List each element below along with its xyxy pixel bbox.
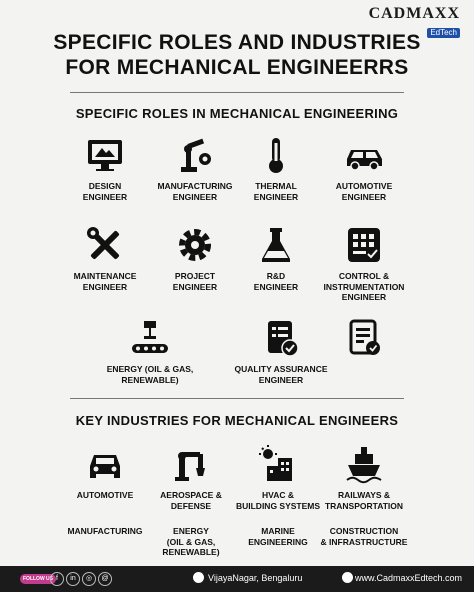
robot-arm-icon bbox=[175, 135, 215, 175]
industry-label: TRANSPORTATION bbox=[324, 500, 404, 511]
industry-label: (OIL & GAS, bbox=[166, 536, 216, 547]
checklist-icon bbox=[261, 318, 301, 358]
divider bbox=[70, 398, 404, 399]
industry-label: CONSTRUCTION bbox=[329, 526, 399, 536]
industry-label: ENGINEERING bbox=[248, 536, 308, 547]
ship-icon bbox=[344, 444, 384, 484]
role-label: ENERGY (OIL & GAS, bbox=[106, 364, 194, 374]
role-label: QUALITY ASSURANCE bbox=[234, 364, 328, 374]
instagram-icon[interactable]: ◎ bbox=[82, 572, 96, 586]
building-sun-icon bbox=[258, 444, 298, 484]
conveyor-icon bbox=[125, 318, 175, 358]
page-title bbox=[0, 30, 474, 80]
industry-label: BUILDING SYSTEMS bbox=[235, 500, 321, 511]
threads-icon[interactable]: @ bbox=[98, 572, 112, 586]
control-panel-icon bbox=[344, 225, 384, 265]
industry-railways bbox=[314, 444, 414, 511]
robot-arm-icon bbox=[171, 444, 211, 484]
industry-label: MANUFACTURING bbox=[67, 526, 143, 536]
industries-heading: KEY INDUSTRIES FOR MECHANICAL ENGINEERS bbox=[75, 413, 399, 428]
role-label: CONTROL & bbox=[338, 271, 390, 281]
role-label: ENGINEER bbox=[82, 281, 128, 292]
industry-construction bbox=[312, 526, 416, 547]
location-text: VijayaNagar, Bengaluru bbox=[208, 573, 303, 583]
roles-heading: SPECIFIC ROLES IN MECHANICAL ENGINEERING bbox=[75, 106, 399, 121]
brand-name: CADMAXX bbox=[368, 5, 460, 22]
role-rnd bbox=[226, 225, 326, 292]
role-extra bbox=[314, 318, 414, 364]
industry-aerospace bbox=[141, 444, 241, 511]
gear-icon bbox=[175, 225, 215, 265]
industry-label: & INFRASTRUCTURE bbox=[320, 536, 408, 547]
role-label: ENGINEER bbox=[258, 374, 304, 385]
design-monitor-icon bbox=[85, 135, 125, 175]
role-label: ENGINEER bbox=[253, 191, 299, 202]
role-label: INSTRUMENTATION bbox=[323, 281, 405, 292]
industry-label: AUTOMOTIVE bbox=[76, 490, 134, 500]
role-label: ENGINEER bbox=[253, 281, 299, 292]
role-label: PROJECT bbox=[174, 271, 216, 281]
clipboard-check-icon bbox=[344, 318, 384, 358]
role-label: ENGINEER bbox=[82, 191, 128, 202]
role-thermal bbox=[226, 135, 326, 202]
industry-label: DEFENSE bbox=[170, 500, 212, 511]
role-label: ENGINEER bbox=[341, 292, 387, 302]
role-label: ENGINEER bbox=[341, 191, 387, 202]
industry-label: RENEWABLE) bbox=[162, 547, 220, 557]
industry-label: ENERGY bbox=[173, 526, 209, 536]
role-control bbox=[314, 225, 414, 303]
role-label: MANUFACTURING bbox=[157, 181, 233, 191]
role-automotive bbox=[314, 135, 414, 202]
role-energy bbox=[95, 318, 205, 385]
location-pin-icon bbox=[193, 572, 204, 583]
website-link[interactable]: www.CadmaxxEdtech.com bbox=[355, 573, 463, 583]
flask-icon bbox=[256, 225, 296, 265]
car-front-icon bbox=[85, 444, 125, 484]
role-label: ENGINEER bbox=[172, 191, 218, 202]
role-label: R&D bbox=[266, 271, 286, 281]
follow-us-button[interactable]: FOLLOW US bbox=[20, 574, 56, 584]
globe-icon bbox=[342, 572, 353, 583]
role-label: ENGINEER bbox=[172, 281, 218, 292]
role-design bbox=[55, 135, 155, 202]
brand-sub: EdTech bbox=[427, 28, 460, 38]
role-label: THERMAL bbox=[255, 181, 297, 191]
industry-automotive bbox=[55, 444, 155, 501]
title-line-1: SPECIFIC ROLES AND INDUSTRIES bbox=[53, 31, 421, 54]
industry-label: MARINE bbox=[261, 526, 295, 536]
title-line-2: FOR MECHANICAL ENGINEERRS bbox=[65, 56, 409, 79]
role-maintenance bbox=[55, 225, 155, 292]
industry-hvac bbox=[228, 444, 328, 511]
role-label: AUTOMOTIVE bbox=[335, 181, 393, 191]
industry-label: RAILWAYS & bbox=[337, 490, 391, 500]
role-label: RENEWABLE) bbox=[121, 374, 179, 385]
divider bbox=[70, 92, 404, 93]
role-label: DESIGN bbox=[88, 181, 122, 191]
footer-bar bbox=[0, 566, 474, 592]
industry-label: HVAC & bbox=[262, 490, 294, 500]
role-label: MAINTENANCE bbox=[73, 271, 137, 281]
industry-label: AEROSPACE & bbox=[160, 490, 222, 500]
facebook-icon[interactable]: f bbox=[50, 572, 64, 586]
linkedin-icon[interactable]: in bbox=[66, 572, 80, 586]
tools-icon bbox=[85, 225, 125, 265]
car-icon bbox=[337, 135, 391, 175]
thermometer-icon bbox=[256, 135, 296, 175]
